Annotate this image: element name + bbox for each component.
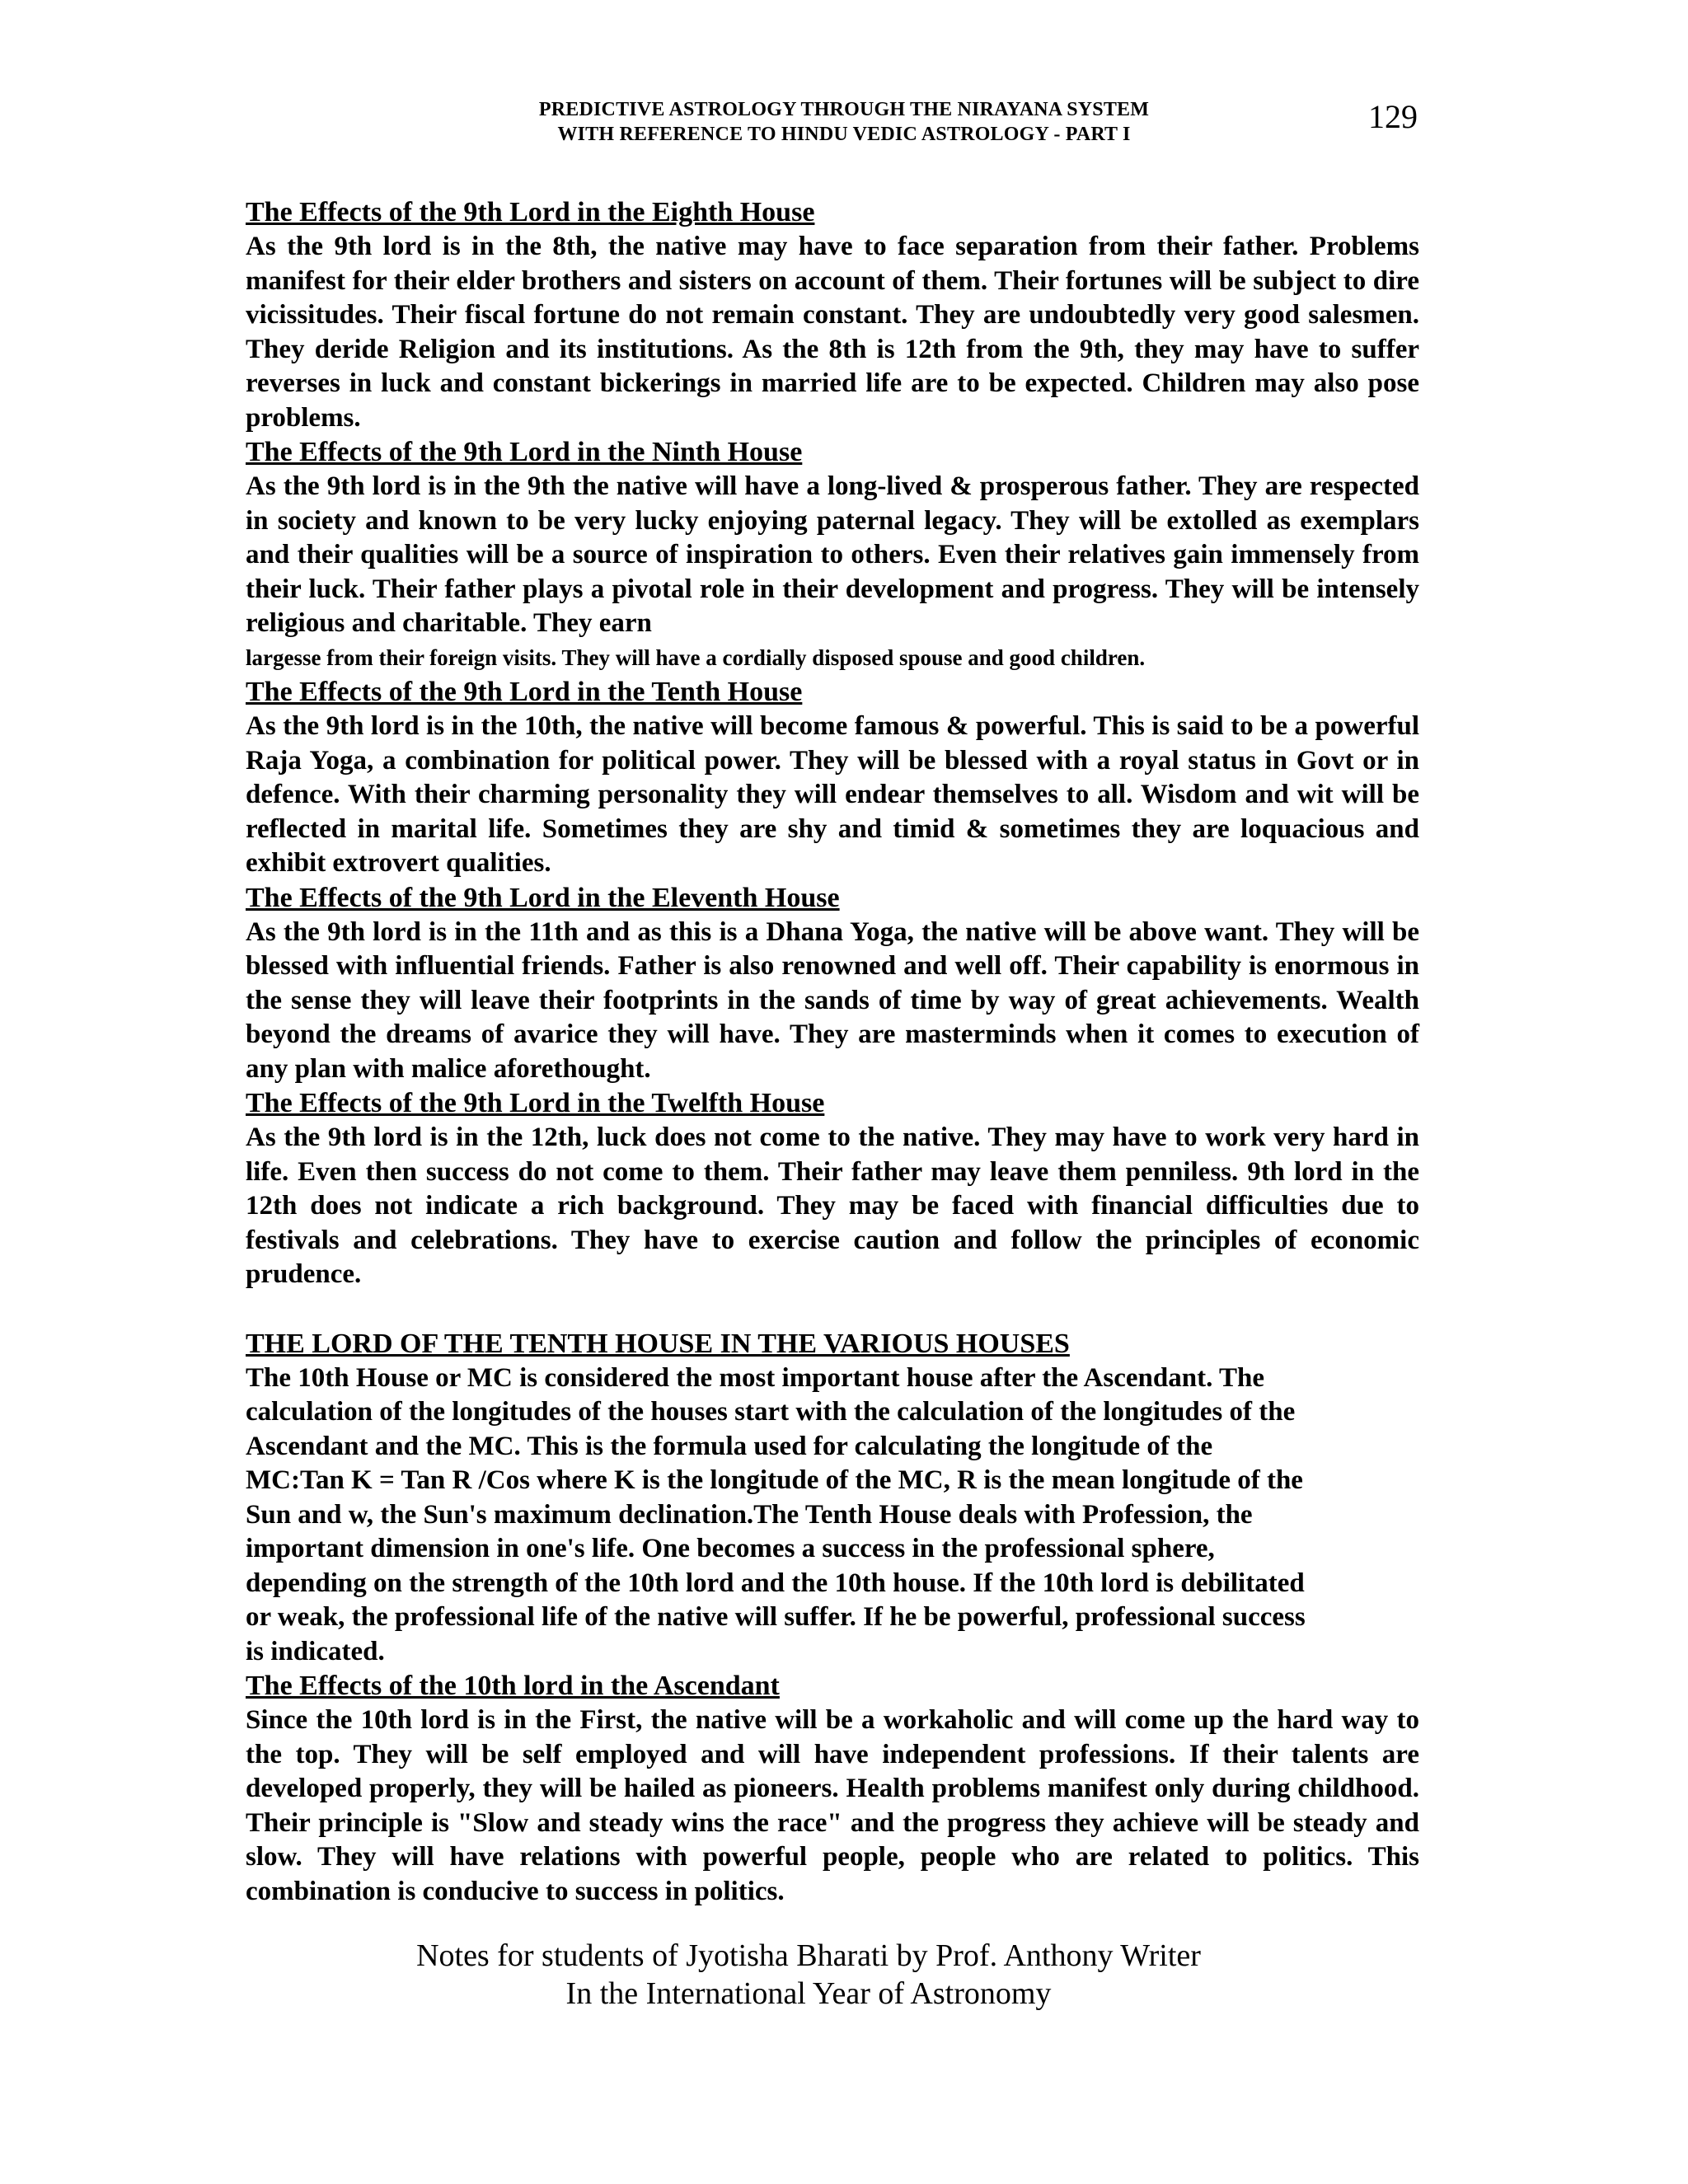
section-text-9th-in-8th: As the 9th lord is in the 8th, the native may have to face separation from their father. Problems manifest for their elder brothers and sisters on account of them. Their fortunes will be subject to dire vicissitudes. Their fiscal fortune do not remain constant. They are undoubtedly very good salesmen. They deride Religion and its institutions. As the 8th is 12th from the 9th, they may have to suffer reverses in luck and constant bickerings in married life are to be expected. Children may also pose problems.: [246, 232, 1419, 433]
section-text-9th-in-11th: As the 9th lord is in the 11th and as this is a Dhana Yoga, the native will be above want. They will be blessed with influential friends. Father is also renowned and well off. Their capability is enormous in the sense they will leave their footprints in the sands of time by way of great achievements. Wealth beyond the dreams of avarice they will have. They are masterminds when it comes to execution of any plan with malice aforethought.: [246, 916, 1419, 1084]
tenth-house-intro: [246, 1361, 1419, 1670]
intro-line: Sun and w, the Sun's maximum declination.The Tenth House deals with Profession, the: [246, 1499, 1253, 1530]
page-footer: [0, 1937, 1617, 2013]
section-gap: [246, 1292, 1419, 1327]
footer-line-1: Notes for students of Jyotisha Bharati by Prof. Anthony Writer: [416, 1938, 1201, 1973]
section-text-9th-in-9th-last-line: largesse from their foreign visits. They will have a cordially disposed spouse and good children.: [246, 644, 1146, 670]
section-heading-10th-in-ascendant: The Effects of the 10th lord in the Ascendant: [246, 1671, 780, 1701]
intro-line: MC:Tan K = Tan R /Cos where K is the longitude of the MC, R is the mean longitude of the: [246, 1465, 1303, 1495]
section-heading-9th-in-10th: The Effects of the 9th Lord in the Tenth House: [246, 677, 803, 707]
intro-line: important dimension in one's life. One becomes a success in the professional sphere,: [246, 1534, 1215, 1563]
section-text-9th-in-12th: As the 9th lord is in the 12th, luck does not come to the native. They may have to work very hard in life. Even then success do not come to them. Their father may leave them penniless. 9th lord in the 12th does not indicate a rich background. They may be faced with financial difficulties due to festivals and celebrations. They have to exercise caution and follow the principles of economic prudence.: [246, 1122, 1419, 1289]
intro-line: is indicated.: [246, 1636, 385, 1666]
section-text-10th-in-ascendant: Since the 10th lord is in the First, the native will be a workaholic and will come up the hard way to the top. They will be self employed and will have independent professions. If their talents are developed properly, they will be hailed as pioneers. Health problems manifest only during childhood. Their principle is "Slow and steady wins the race" and the progress they achieve will be steady and slow. They will have relations with powerful people, people who are related to politics. This combination is conducive to success in politics.: [246, 1705, 1419, 1906]
header-line-1: PREDICTIVE ASTROLOGY THROUGH THE NIRAYANA SYSTEM: [538, 99, 1150, 120]
section-text-9th-in-10th: As the 9th lord is in the 10th, the native will become famous & powerful. This is said to be a powerful Raja Yoga, a combination for political power. They will be blessed with a royal status in Govt or in defence. With their charming personality they will endear themselves to all. Wisdom and wit will be reflected in marital life. Sometimes they are shy and timid & sometimes they are loquacious and exhibit extrovert qualities.: [246, 711, 1419, 878]
section-heading-9th-in-11th: The Effects of the 9th Lord in the Eleventh House: [246, 882, 840, 913]
intro-line: calculation of the longitudes of the houses start with the calculation of the longitudes of the: [246, 1397, 1296, 1427]
chapter-heading-tenth-lord: THE LORD OF THE TENTH HOUSE IN THE VARIOUS HOUSES: [246, 1328, 1070, 1359]
section-heading-9th-in-9th: The Effects of the 9th Lord in the Ninth House: [246, 437, 803, 467]
section-heading-9th-in-12th: The Effects of the 9th Lord in the Twelfth House: [246, 1088, 825, 1118]
intro-line: The 10th House or MC is considered the most important house after the Ascendant. The: [246, 1362, 1264, 1393]
section-heading-9th-in-8th: The Effects of the 9th Lord in the Eighth House: [246, 197, 815, 227]
running-header: [0, 97, 1688, 147]
intro-line: Ascendant and the MC. This is the formula used for calculating the longitude of the: [246, 1431, 1213, 1461]
page-number: 129: [1368, 98, 1418, 135]
footer-line-2: In the International Year of Astronomy: [565, 1976, 1052, 2011]
section-text-9th-in-9th: As the 9th lord is in the 9th the native will have a long-lived & prosperous father. They are respected in society and known to be very lucky enjoying paternal legacy. They will be extolled as exemplars and their qualities will be a source of inspiration to others. Even their relatives gain immensely from their luck. Their father plays a pivotal role in their development and progress. They will be intensely religious and charitable. They earn: [246, 471, 1419, 638]
intro-line: depending on the strength of the 10th lord and the 10th house. If the 10th lord is debilitated: [246, 1568, 1305, 1598]
header-line-2: WITH REFERENCE TO HINDU VEDIC ASTROLOGY - PART I: [557, 124, 1131, 145]
document-body: [246, 195, 1419, 1909]
intro-line: or weak, the professional life of the native will suffer. If he be powerful, professional success: [246, 1602, 1306, 1632]
